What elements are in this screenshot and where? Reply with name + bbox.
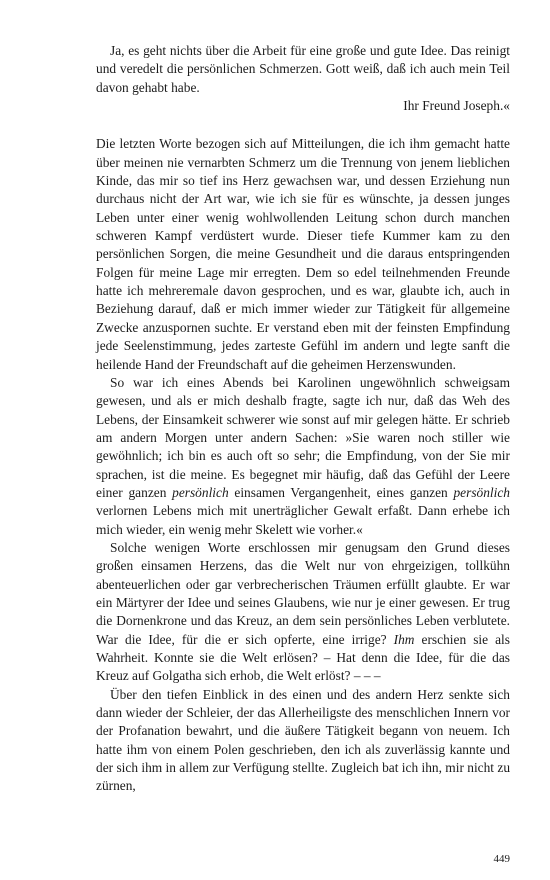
body-paragraph-4: Über den tiefen Einblick in des einen und des andern Herz senkte sich dann wieder der Schleier, der das Allerheiligste des menschlichen Innern vor der Profanation bewahrt, und die äußere Tätigkeit begann von neuem. Ich hatte ihm von einem Polen geschrieben, den ich als zuverlässig kannte und der sich ihm in allem zur Verfügung stellte. Zugleich bat ich ihn, mir nicht zu zürnen, [96,686,511,794]
page-text [96,42,510,796]
letter-closing-paragraph: Ja, es geht nichts über die Arbeit für eine große und gute Idee. Das reinigt und veredelt die persönlichen Schmerzen. Gott weiß, daß ich auch mein Teil davon gehabt habe. [96,43,510,95]
p2-text-c: verlornen Lebens mich mit unerträglicher Gewalt erfaßt. Dann erhebe ich mich wieder, ein wenig mehr Skelett wie vorher.« [96,503,510,537]
body-paragraph-2 [96,374,510,539]
p3-emphasis: Ihm [393,631,415,647]
body-paragraph-3 [96,539,510,686]
page-number: 449 [493,853,510,865]
p3-text-a: Solche wenigen Worte erschlossen mir genugsam den Grund dieses großen einsamen Herzens, das die Welt nur von ehrgeizigen, tollkühn abenteuerlichen oder gar verbrecherischen Träumen erfüllt glaubte. Er war ein Märtyrer der Idee und seines Glaubens, wie nur je einer gewesen. Er trug die Dornenkrone und das Kreuz, an dem sein persönliches Leben verblutete. War die Idee, für die er sich opferte, eine irrige? [96,539,510,647]
letter-signature: Ihr Freund Joseph.« [403,98,510,114]
p2-emphasis-2: persönlich [453,484,510,500]
p2-emphasis-1: persönlich [172,484,229,500]
p2-text-b: einsamen Vergangenheit, eines ganzen [228,484,454,500]
body-paragraph-1: Die letzten Worte bezogen sich auf Mitteilungen, die ich ihm gemacht hatte über meinen nie vernarbten Schmerz um die Trennung von jenem lieblichen Kinde, das mir so tief ins Herz gewachsen war, und dessen Erziehung nun durchaus nicht der Art war, wie ich sie für es wünschte, ja dessen junges Leben unter einer wenig wohlwollenden Leitung schon durch manchen schweren Kampf verdüstert wurde. Dieser tiefe Kummer kam zu den persönlichen Sorgen, die meine Gesundheit und die daraus entspringenden Folgen für meine Lage mir erregten. Dem so edel teilnehmenden Freunde hatte ich mehreremale davon gesprochen, und es war, glaubte ich, auch in Beziehung darauf, daß er mich immer wieder zur Tätigkeit für allgemeine Zwecke anzuspornen suchte. Er verstand eben mit der feinsten Empfindung jede Seelenstimmung, jedes zarteste Gefühl im andern und legte sanft die heilende Hand der Freundschaft auf die geheimen Herzenswunden. [96,136,510,372]
p3-text-b: erschien sie als Wahrheit. Konnte sie die Welt erlösen? – Hat denn die Idee, für die das Kreuz auf Golgatha sich erhob, die Welt erlöst? – – – [96,631,510,684]
p2-text-a: So war ich eines Abends bei Karolinen ungewöhnlich schweigsam gewesen, und als er mich deshalb fragte, sagte ich nur, daß das Weh des Lebens, der Einsamkeit schwerer wie sonst auf mir gelegen hätte. Er schrieb am andern Morgen unter andern Sachen: »Sie waren noch stiller wie gewöhnlich; ich bin es auch oft so sehr; die Empfindung, von der Sie mir sprachen, ist die meine. Es begegnet mir häufig, daß das Gefühl der Leere einer ganzen [96,374,510,500]
